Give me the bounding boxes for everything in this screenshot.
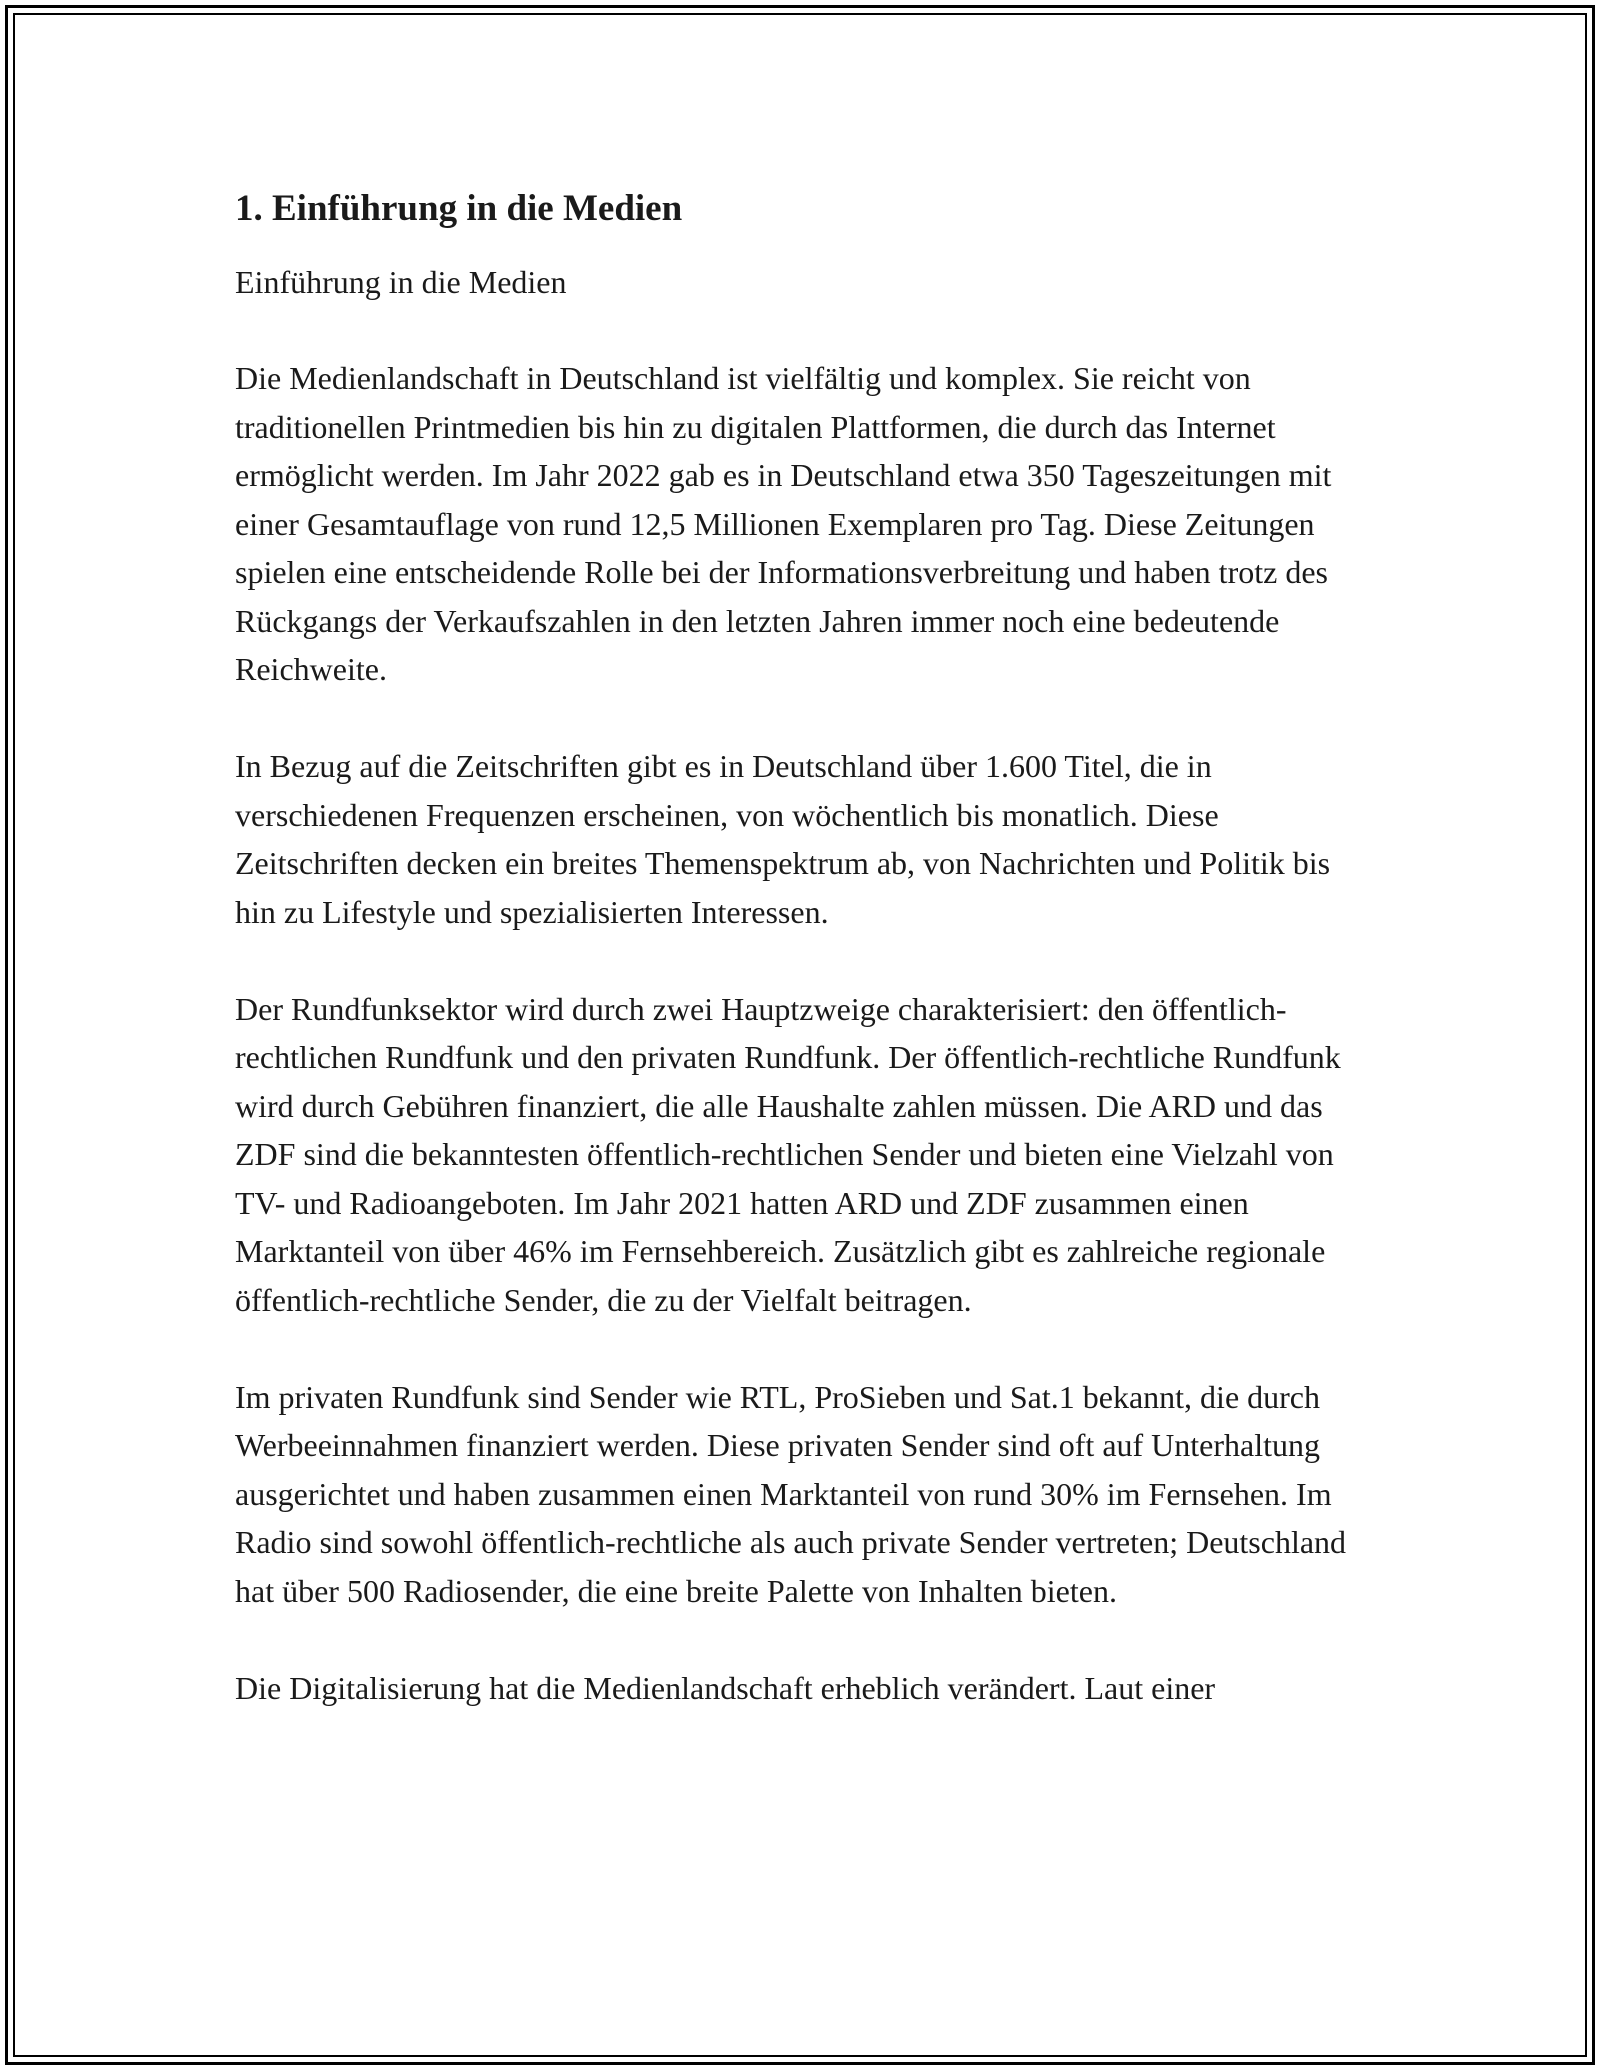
document-body xyxy=(235,186,1375,1761)
paragraph-public-broadcasting: Der Rundfunksektor wird durch zwei Hauptzweige charakterisiert: den öffentlich-rechtlichen Rundfunk und den privaten Rundfunk. Der öffentlich-rechtliche Rundfunk wird durch Gebühren finanziert, die alle Haushalte zahlen müssen. Die ARD und das ZDF sind die bekanntesten öffentlich-rechtlichen Sender und bieten eine Vielzahl von TV- und Radioangeboten. Im Jahr 2021 hatten ARD und ZDF zusammen einen Marktanteil von über 46% im Fernsehbereich. Zusätzlich gibt es zahlreiche regionale öffentlich-rechtliche Sender, die zu der Vielfalt beitragen. xyxy=(235,990,1341,1318)
paragraph-magazines: In Bezug auf die Zeitschriften gibt es in Deutschland über 1.600 Titel, die in verschiedenen Frequenzen erscheinen, von wöchentlich bis monatlich. Diese Zeitschriften decken ein breites Themenspektrum ab, von Nachrichten und Politik bis hin zu Lifestyle und spezialisierten Interessen. xyxy=(235,748,1331,930)
paragraph-digitalization: Die Digitalisierung hat die Medienlandschaft erheblich verändert. Laut einer xyxy=(235,1669,1216,1706)
paragraph-private-broadcasting: Im privaten Rundfunk sind Sender wie RTL, ProSieben und Sat.1 bekannt, die durch Werbeeinnahmen finanziert werden. Diese privaten Sender sind oft auf Unterhaltung ausgerichtet und haben zusammen einen Marktanteil von rund 30% im Fernsehen. Im Radio sind sowohl öffentlich-rechtliche als auch private Sender vertreten; Deutschland hat über 500 Radiosender, die eine breite Palette von Inhalten bieten. xyxy=(235,1378,1347,1609)
paragraph-print-media: Die Medienlandschaft in Deutschland ist vielfältig und komplex. Sie reicht von traditionellen Printmedien bis hin zu digitalen Plattformen, die durch das Internet ermöglicht werden. Im Jahr 2022 gab es in Deutschland etwa 350 Tageszeitungen mit einer Gesamtauflage von rund 12,5 Millionen Exemplaren pro Tag. Diese Zeitungen spielen eine entscheidende Rolle bei der Informationsverbreitung und haben trotz des Rückgangs der Verkaufszahlen in den letzten Jahren immer noch eine bedeutende Reichweite. xyxy=(235,360,1332,687)
section-heading: 1. Einführung in die Medien xyxy=(235,188,683,229)
section-subtitle: Einführung in die Medien xyxy=(235,264,567,300)
